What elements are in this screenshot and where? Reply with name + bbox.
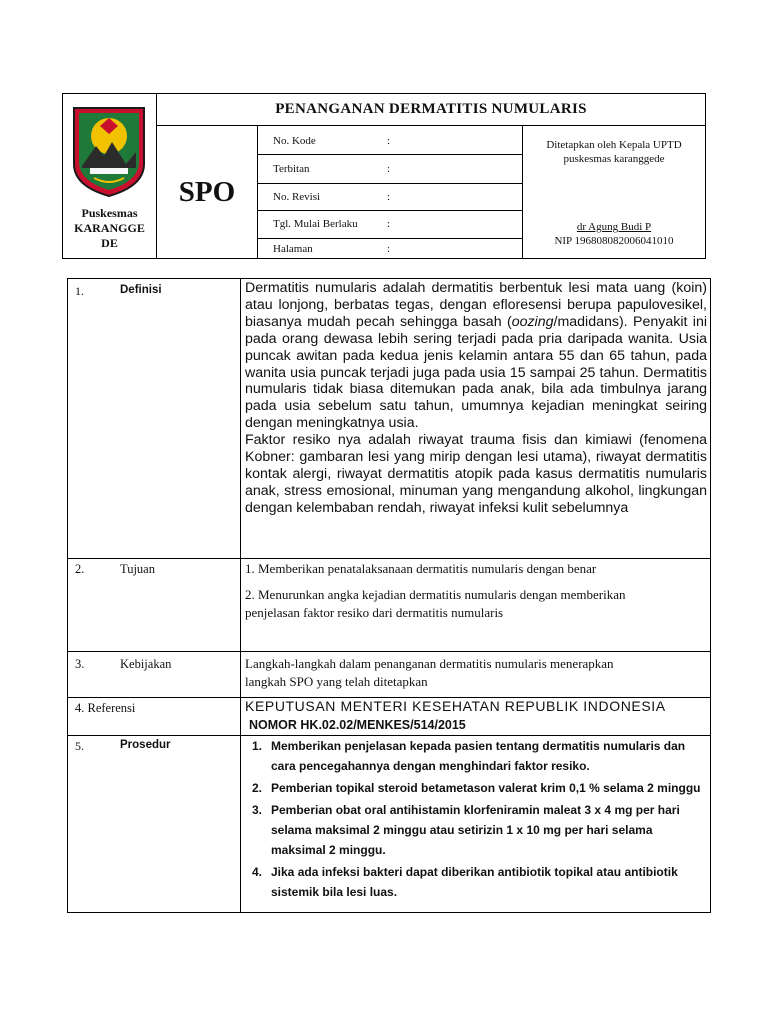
prosedur-step: 3. Pemberian obat oral antihistamin klorfeniramin maleat 3 x 4 mg per hari selama maksimal 2 minggu atau setirizin 1 x 10 mg per hari selama maksimal 2 minggu.	[252, 803, 680, 857]
approval-block	[523, 138, 705, 166]
prosedur-step: 1. Memberikan penjelasan kepada pasien tentang dermatitis numularis dan cara pencegahannya dengan menghindari faktor resiko.	[252, 739, 686, 773]
referensi-number: NOMOR HK.02.02/MENKES/514/2015	[249, 718, 466, 732]
definisi-paragraph-2: Faktor resiko nya adalah riwayat trauma fisis dan kimiawi (fenomena Kobner: gambaran lesi yang mirip dengan lesi utama), riwayat dermatitis kontak alergi, riwayat dermatitis atopik pada kasus dermatitis numularis anak, stress emosional, minuman yang mengandung alkohol, lingkungan dengan kelembaban rendah, riwayat infeksi kulit sebelumnya	[245, 432, 707, 516]
row-label-definisi: Definisi	[120, 284, 162, 296]
prosedur-step: 4. Jika ada infeksi bakteri dapat diberikan antibiotik topikal atau antibiotik sistemik bila lesi luas.	[252, 865, 678, 899]
row-label-kebijakan: Kebijakan	[120, 657, 172, 671]
document-title: PENANGANAN DERMATITIS NUMULARIS	[275, 101, 587, 117]
definisi-italic-term: oozing	[511, 313, 554, 330]
meta-colon: :	[387, 218, 391, 230]
meta-label-no-revisi: No. Revisi	[273, 191, 321, 203]
approval-line2: puskesmas karanggede	[563, 153, 665, 165]
procedure-table	[67, 278, 711, 913]
meta-colon: :	[387, 243, 391, 255]
prosedur-step: 2. Pemberian topikal steroid betametason valerat krim 0,1 % selama 2 minggu	[252, 781, 701, 795]
org-name-line3: DE	[101, 236, 118, 250]
meta-label-terbitan: Terbitan	[273, 163, 310, 175]
definisi-paragraph-1: Dermatitis numularis adalah dermatitis berbentuk lesi mata uang (koin) atau lonjong, berbatas tegas, dengan efloresensi berupa papulovesikel, biasanya mudah pecah sehingga basah (oozing/madidans). Penyakit ini pada orang dewasa lebih sering terjadi pada pria daripada wanita. Usia puncak awitan pada kedua jenis kelamin antara 55 dan 65 tahun, pada wanita usia puncak terjadi juga pada usia 15 sampai 25 tahun. Dermatitis numularis tidak biasa ditemukan pada anak, bila ada timbulnya jarang pada usia sebelum satu tahun, umumnya kejadian meningkat seiring dengan meningkatnya usia.	[245, 280, 707, 432]
row-number: 1.	[75, 284, 84, 298]
logo-cell	[63, 94, 156, 258]
referensi-title: KEPUTUSAN MENTERI KESEHATAN REPUBLIK INDONESIA	[245, 698, 666, 714]
row-number: 2.	[75, 562, 85, 576]
meta-label-no-kode: No. Kode	[273, 135, 316, 147]
kebijakan-line-2: langkah SPO yang telah ditetapkan	[245, 674, 428, 689]
signer-name: dr Agung Budi P	[576, 221, 652, 233]
kebijakan-line-1: Langkah-langkah dalam penanganan dermatitis numularis menerapkan	[245, 656, 614, 671]
meta-label-tgl-mulai: Tgl. Mulai Berlaku	[273, 218, 358, 230]
approval-line1: Ditetapkan oleh Kepala UPTD	[546, 139, 682, 151]
signer-nip: NIP 196808082006041010	[554, 235, 674, 247]
signer-block	[523, 220, 705, 248]
row-label-referensi: 4. Referensi	[75, 701, 136, 715]
meta-colon: :	[387, 191, 391, 203]
row-label-tujuan: Tujuan	[120, 562, 155, 576]
org-name-line2: KARANGGE	[74, 221, 145, 235]
meta-colon: :	[387, 135, 391, 147]
definisi-text	[245, 280, 707, 517]
prosedur-steps	[247, 736, 707, 904]
puskesmas-emblem-logo	[70, 106, 148, 198]
tujuan-item-1: 1. Memberikan penatalaksanaan dermatitis numularis dengan benar	[245, 561, 597, 576]
org-name-line1: Puskesmas	[81, 206, 138, 220]
spo-label: SPO	[178, 176, 236, 208]
row-number: 3.	[75, 657, 85, 671]
header-table	[62, 93, 706, 259]
tujuan-item-2-line2: penjelasan faktor resiko dari dermatitis numularis	[245, 605, 504, 620]
tujuan-item-2-line1: 2. Menurunkan angka kejadian dermatitis numularis dengan memberikan	[245, 587, 626, 602]
meta-colon: :	[387, 163, 391, 175]
row-number: 5.	[75, 739, 84, 753]
org-name	[63, 206, 156, 251]
row-label-prosedur: Prosedur	[120, 739, 171, 751]
meta-label-halaman: Halaman	[273, 243, 313, 255]
